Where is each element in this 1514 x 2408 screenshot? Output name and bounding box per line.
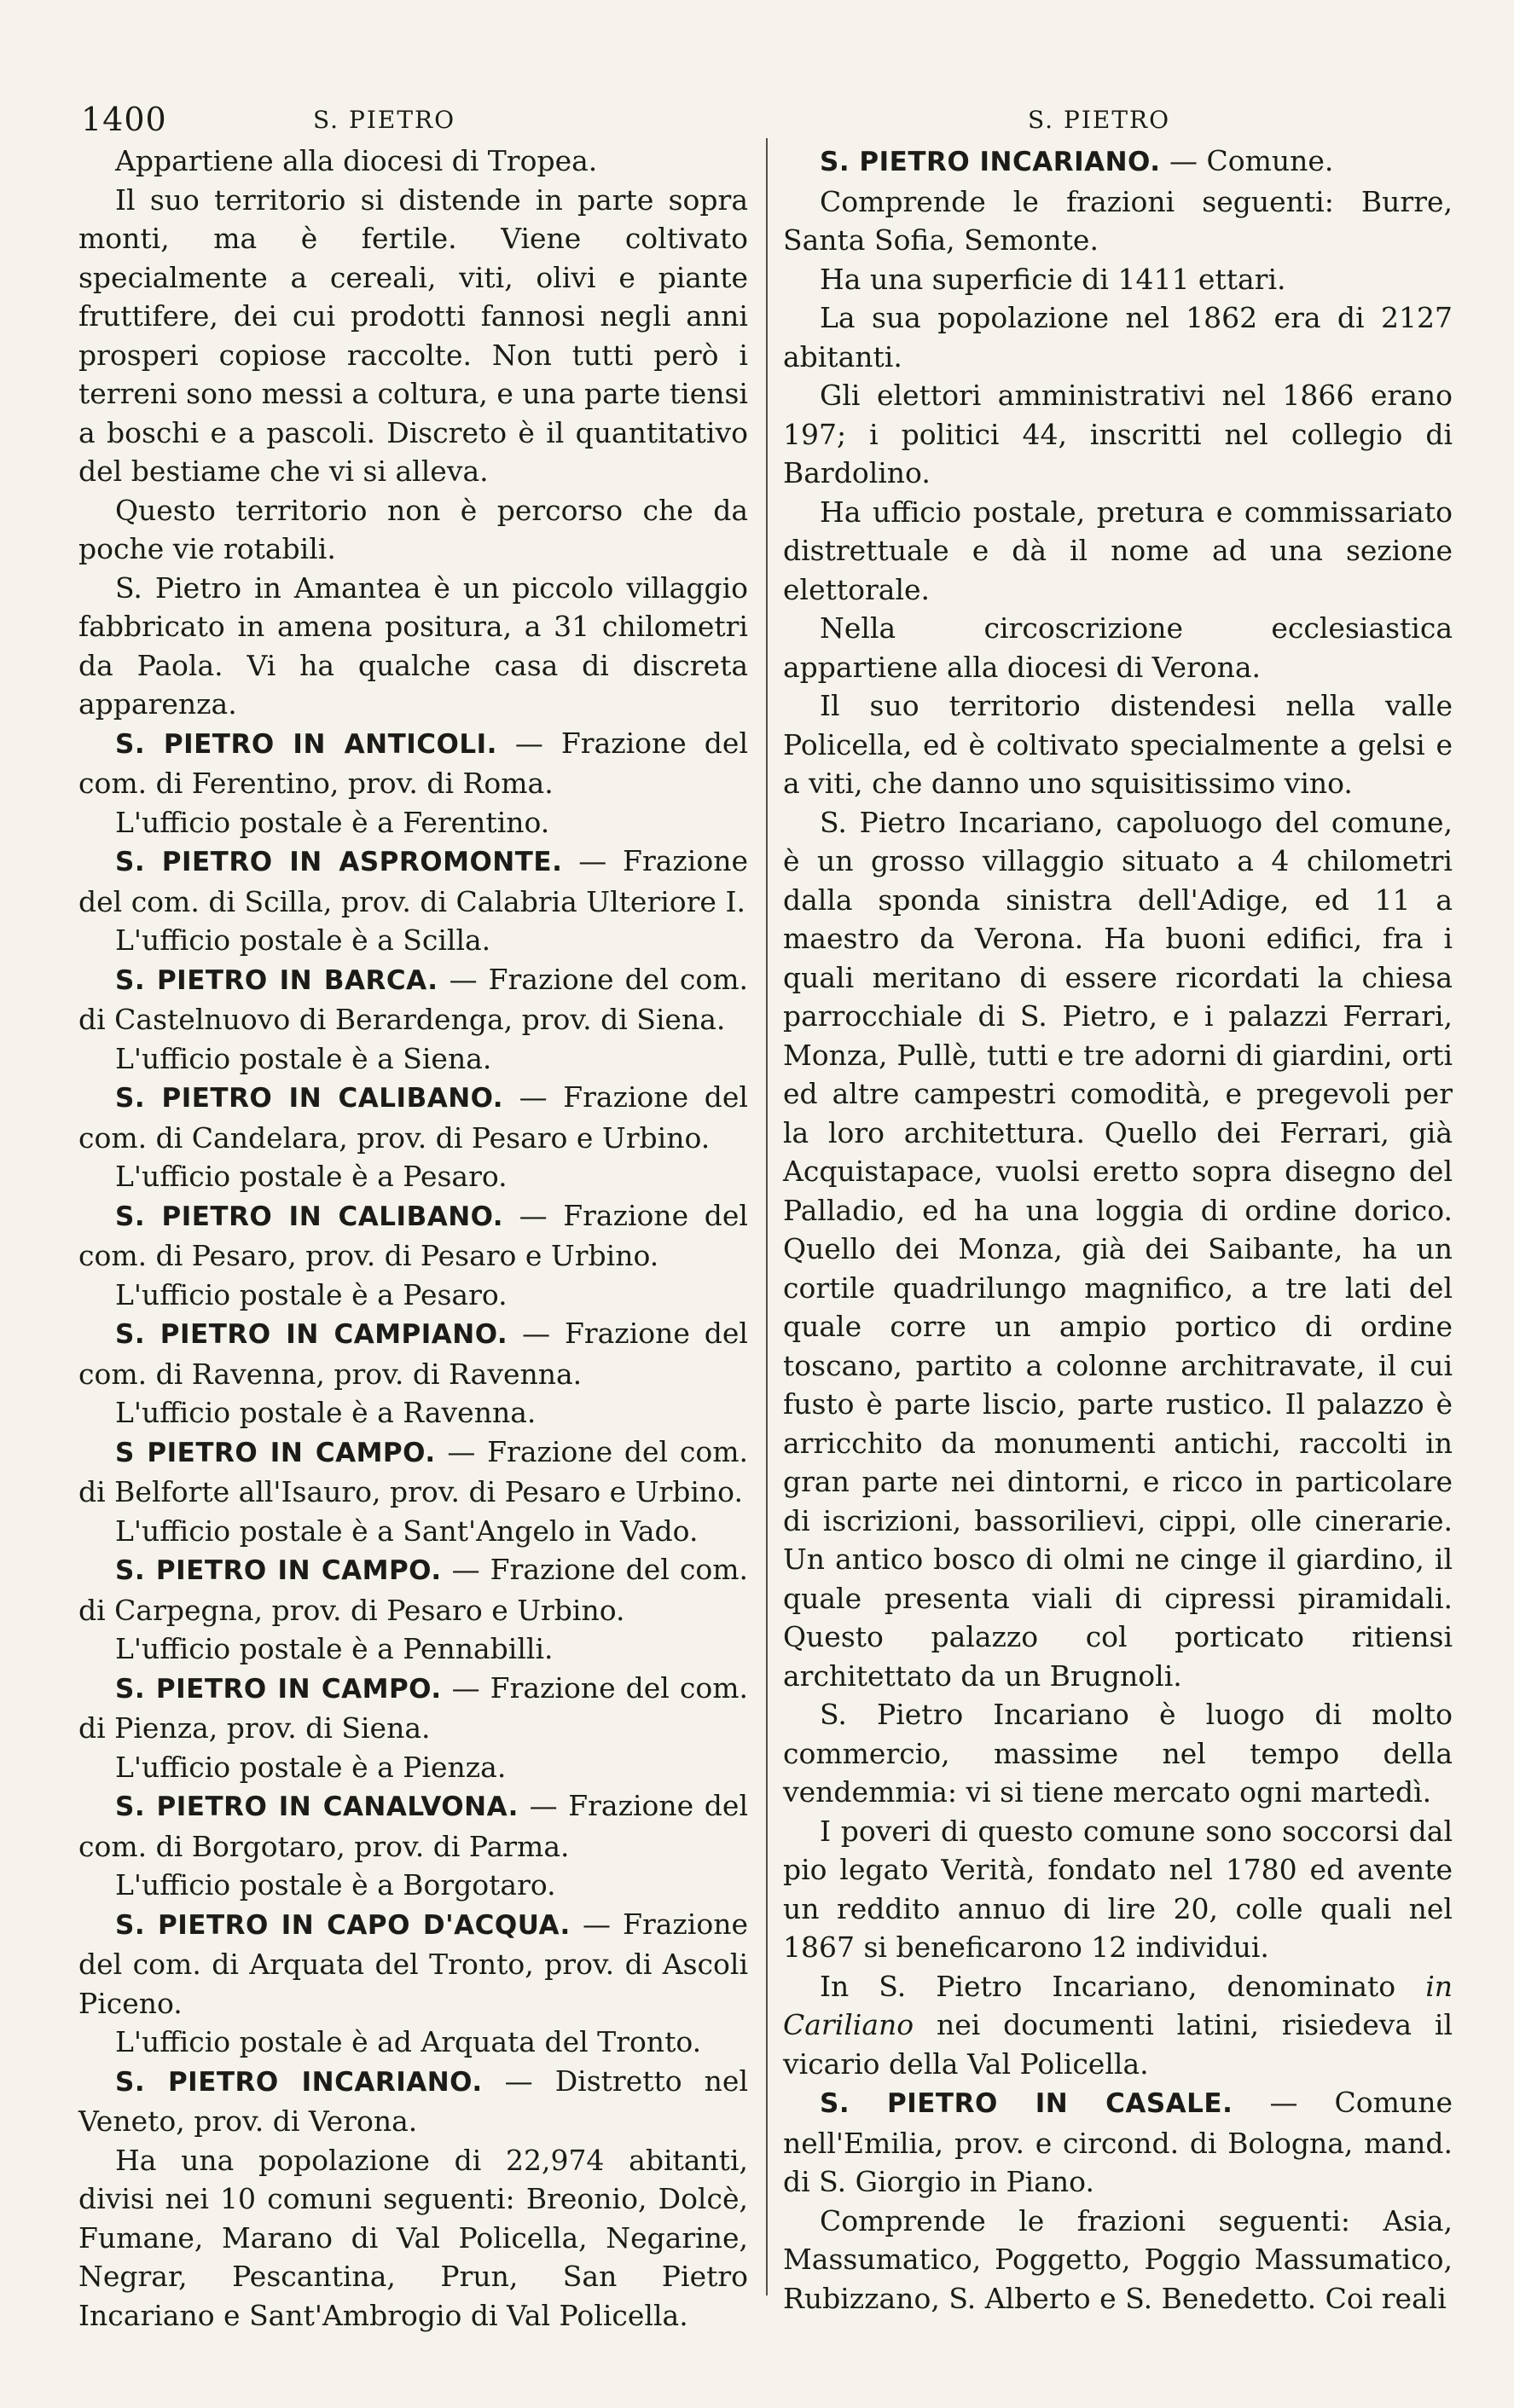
right-column [783, 142, 1453, 2318]
entry-paragraph [78, 1786, 748, 1866]
text-paragraph [78, 491, 748, 569]
text-paragraph [78, 2023, 748, 2062]
entry-body: L'ufficio postale è a Ferentino. [115, 805, 550, 839]
italic-term: in Cariliano [783, 1969, 1453, 2041]
entry-body: — Frazione del com. di Scilla, prov. di Calabria Ulteriore I. [78, 844, 748, 918]
entry-paragraph [78, 1905, 748, 2023]
entry-body: S. Pietro Incariano è luogo di molto commercio, massime nel tempo della vendemmia: vi si tiene mercato ogni martedì. [783, 1698, 1453, 1809]
text-paragraph [78, 1748, 748, 1787]
entry-body: S. Pietro in Amantea è un piccolo villaggio fabbricato in amena positura, a 31 chilometri da Paola. Vi ha qualche casa di discreta apparenza. [78, 570, 748, 721]
entry-body: L'ufficio postale è a Pienza. [115, 1750, 507, 1784]
entry-heading: S. PIETRO IN CANALVONA. [115, 1792, 519, 1822]
text-paragraph [78, 1393, 748, 1433]
entry-paragraph [78, 1078, 748, 1157]
entry-body: S. Pietro Incariano, capoluogo del comune, è un grosso villaggio situato a 4 chilometri dalla sponda sinistra dell'Adige, ed 11 a maestro da Verona. Ha buoni edifici, fra i quali meritano di essere ricordati la chiesa parrocchiale di S. Pietro, e i palazzi Ferrari, Monza, Pullè, tutti e tre adorni di giardini, orti ed altre campestri comodità, e pregevoli per la loro architettura. Quello dei Ferrari, già Acquistapace, vuolsi eretto sopra disegno del Palladio, ed ha una loggia di ordine dorico. Quello dei Monza, già dei Saibante, ha un cortile quadrilungo magnifico, a tre lati del quale corre un ampio portico di ordine toscano, partito a colonne architravate, il cui fusto è parte liscio, parte rustico. Il palazzo è arricchito da monumenti antichi, raccolti in gran parte nei dintorni, e ricco in particolare di iscrizioni, bassorilievi, cippi, olle cinerarie. Un antico bosco di olmi ne cinge il giardino, il quale presenta viali di cipressi piramidali. Questo palazzo col porticato ritiensi architettato da un Brugnoli. [783, 805, 1453, 1693]
text-paragraph [78, 2141, 748, 2336]
entry-paragraph [783, 142, 1453, 182]
text-paragraph [783, 1812, 1453, 1967]
text-paragraph [78, 142, 748, 181]
entry-heading: S. PIETRO INCARIANO. [820, 147, 1161, 177]
entry-body: — Frazione del com. di Belforte all'Isauro, prov. di Pesaro e Urbino. [78, 1434, 748, 1508]
text-paragraph [78, 1157, 748, 1196]
entry-heading: S. PIETRO IN CAMPO. [115, 1555, 442, 1586]
entry-body: L'ufficio postale è a Siena. [115, 1041, 492, 1075]
entry-body: Nella circoscrizione ecclesiastica appartiene alla diocesi di Verona. [783, 611, 1453, 684]
entry-body: L'ufficio postale è a Pesaro. [115, 1160, 508, 1193]
text-paragraph [783, 493, 1453, 610]
entry-body: L'ufficio postale è a Ravenna. [115, 1396, 537, 1429]
entry-body: Ha una superficie di 1411 ettari. [820, 262, 1286, 296]
entry-paragraph [78, 1433, 748, 1512]
page-number: 1400 [81, 101, 167, 138]
entry-body: L'ufficio postale è a Borgotaro. [115, 1868, 556, 1902]
text-paragraph [783, 260, 1453, 299]
entry-heading: S. PIETRO IN CALIBANO. [115, 1083, 504, 1114]
entry-paragraph [78, 960, 748, 1039]
text-paragraph [78, 921, 748, 960]
entry-body: — Frazione del com. di Arquata del Tronto, prov. di Ascoli Piceno. [78, 1907, 749, 2020]
entry-paragraph [78, 1550, 748, 1629]
entry-body: L'ufficio postale è a Pennabilli. [115, 1632, 554, 1665]
text-paragraph [78, 803, 748, 842]
entry-body: — Frazione del com. di Pienza, prov. di Siena. [78, 1670, 748, 1745]
entry-paragraph [78, 1669, 748, 1748]
entry-heading: S. PIETRO IN ASPROMONTE. [115, 847, 563, 877]
text-paragraph [783, 686, 1453, 803]
entry-body: Ha una popolazione di 22,974 abitanti, divisi nei 10 comuni seguenti: Breonio, Dolcè, Fumane, Marano di Val Policella, Negarine, Negrar, Pescantina, Prun, San Pietro Incariano e Sant'Ambrogio di Val Policella. [78, 2143, 748, 2332]
entry-body: — Frazione del com. di Ferentino, prov. di Roma. [78, 726, 748, 800]
entry-body: — Frazione del com. di Castelnuovo di Berardenga, prov. di Siena. [78, 962, 748, 1036]
entry-body: — Distretto nel Veneto, prov. di Verona. [78, 2064, 749, 2138]
text-paragraph [783, 376, 1453, 493]
text-paragraph [78, 1039, 748, 1079]
entry-paragraph [78, 2062, 748, 2141]
entry-body: — Frazione del com. di Candelara, prov. di Pesaro e Urbino. [78, 1080, 748, 1155]
left-column [78, 142, 748, 2335]
entry-body: La sua popolazione nel 1862 era di 2127 abitanti. [783, 301, 1453, 373]
entry-body: In S. Pietro Incariano, denominato [820, 1969, 1426, 2003]
entry-paragraph [783, 2083, 1453, 2202]
entry-body: L'ufficio postale è a Pesaro. [115, 1277, 508, 1311]
text-paragraph [783, 803, 1453, 1696]
column-divider [766, 138, 768, 2295]
entry-heading: S. PIETRO IN CALIBANO. [115, 1201, 504, 1232]
entry-body: Questo territorio non è percorso che da poche vie rotabili. [78, 493, 748, 565]
entry-heading: S. PIETRO IN CAPO D'ACQUA. [115, 1909, 571, 1941]
entry-body: Comprende le frazioni seguenti: Asia, Massumatico, Poggetto, Poggio Massumatico, Rubizzano, S. Alberto e S. Benedetto. Coi reali [783, 2203, 1453, 2315]
entry-heading: S PIETRO IN CAMPO. [115, 1437, 436, 1468]
entry-body: — Frazione del com. di Carpegna, prov. di Pesaro e Urbino. [78, 1553, 748, 1627]
entry-paragraph [78, 1314, 748, 1393]
text-paragraph [783, 609, 1453, 686]
entry-paragraph [78, 724, 748, 803]
entry-body: Il suo territorio distendesi nella valle Policella, ed è coltivato specialmente a gelsi e a viti, che danno uno squisitissimo vino. [783, 689, 1453, 800]
entry-heading: S. PIETRO IN BARCA. [115, 964, 438, 996]
text-paragraph [78, 1276, 748, 1315]
text-paragraph [783, 1967, 1453, 2084]
entry-heading: S. PIETRO IN CAMPO. [115, 1673, 442, 1705]
entry-body: — Frazione del com. di Borgotaro, prov. di Parma. [78, 1789, 748, 1863]
entry-paragraph [78, 1196, 748, 1276]
entry-heading: S. PIETRO IN ANTICOLI. [115, 728, 497, 760]
text-paragraph [783, 1695, 1453, 1812]
entry-heading: S. PIETRO INCARIANO. [115, 2066, 483, 2098]
entry-body: Gli elettori amministrativi nel 1866 erano 197; i politici 44, inscritti nel collegio di Bardolino. [783, 379, 1453, 489]
text-paragraph [78, 1866, 748, 1905]
entry-body: Ha ufficio postale, pretura e commissariato distrettuale e dà il nome ad una sezione elettorale. [783, 495, 1453, 606]
entry-body: L'ufficio postale è ad Arquata del Tronto. [115, 2025, 702, 2058]
entry-body: L'ufficio postale è a Scilla. [115, 923, 491, 957]
text-paragraph [783, 182, 1453, 260]
entry-body: — Comune nell'Emilia, prov. e circond. di Bologna, mand. di S. Giorgio in Piano. [783, 2086, 1453, 2198]
entry-body: L'ufficio postale è a Sant'Angelo in Vado. [115, 1514, 699, 1548]
text-paragraph [78, 181, 748, 491]
entry-body: — Comune. [1160, 144, 1334, 177]
running-head-left: S. PIETRO [313, 106, 456, 134]
entry-heading: S. PIETRO IN CASALE. [820, 2088, 1233, 2119]
running-head-right: S. PIETRO [1028, 106, 1171, 134]
entry-body-continued: nei documenti latini, risiedeva il vicario della Val Policella. [783, 2008, 1453, 2081]
entry-body: — Frazione del com. di Pesaro, prov. di Pesaro e Urbino. [78, 1198, 748, 1272]
text-paragraph [783, 298, 1453, 376]
entry-body: — Frazione del com. di Ravenna, prov. di Ravenna. [78, 1317, 748, 1391]
entry-body: I poveri di questo comune sono soccorsi dal pio legato Verità, fondato nel 1780 ed avente un reddito annuo di lire 20, colle quali nel 1867 si beneficarono 12 individui. [783, 1814, 1453, 1964]
entry-body: Comprende le frazioni seguenti: Burre, Santa Sofia, Semonte. [783, 184, 1453, 257]
page-header [0, 101, 1514, 145]
entry-body: Appartiene alla diocesi di Tropea. [115, 144, 598, 177]
text-paragraph [783, 2202, 1453, 2318]
entry-heading: S. PIETRO IN CAMPIANO. [115, 1319, 508, 1350]
text-paragraph [78, 1512, 748, 1551]
entry-paragraph [78, 842, 748, 921]
text-paragraph [78, 569, 748, 724]
entry-body: Il suo territorio si distende in parte sopra monti, ma è fertile. Viene coltivato specialmente a cereali, viti, olivi e piante fruttifere, dei cui prodotti fannosi negli anni prosperi copiose raccolte. Non tutti però i terreni sono messi a coltura, e una parte tiensi a boschi e a pascoli. Discreto è il quantitativo del bestiame che vi si alleva. [78, 182, 748, 488]
text-paragraph [78, 1629, 748, 1669]
